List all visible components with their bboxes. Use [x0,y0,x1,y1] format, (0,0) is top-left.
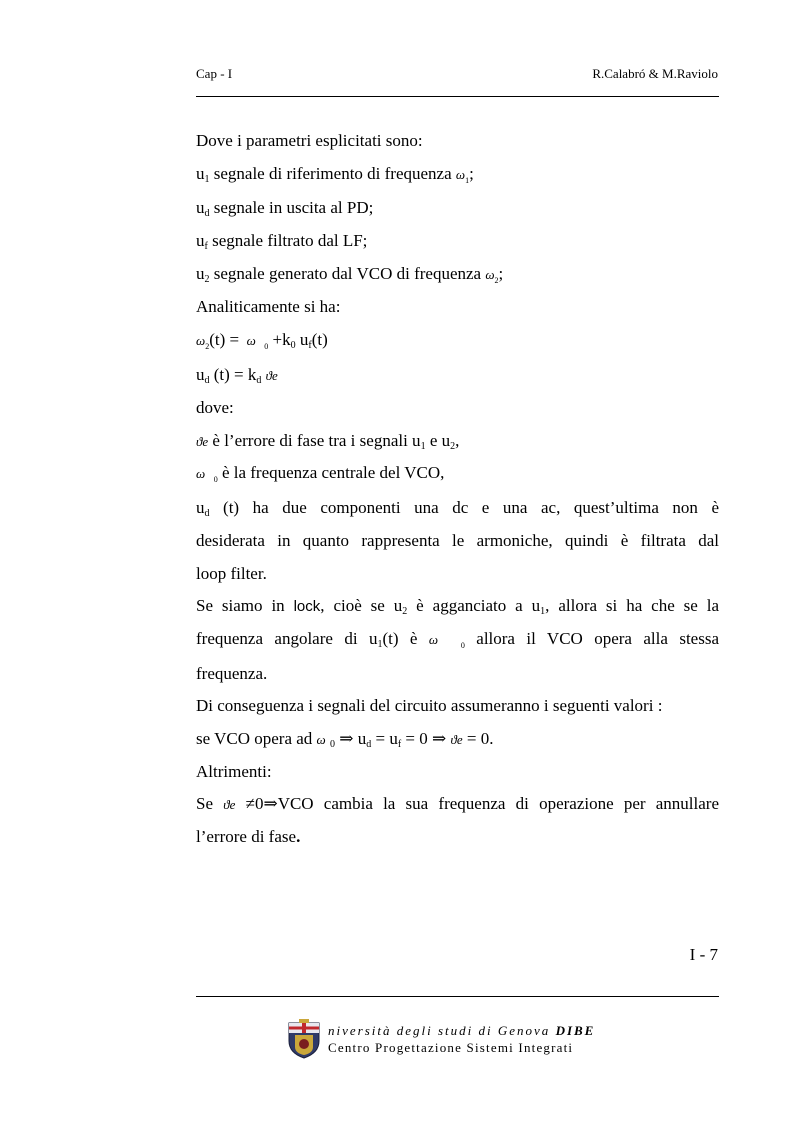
header-authors: R.Calabró & M.Raviolo [592,66,718,81]
paragraph-line-3: loop filter. [196,564,267,583]
page-number: I - 7 [689,945,718,964]
uf-line: $u_f$ segnale filtrato dal LF; [196,231,368,252]
paragraph-line-2: desiderata in quanto rappresenta le armoniche, quindi è filtrata dal [196,531,719,550]
intro-line: Dove i parametri esplicitati sono: [196,131,423,150]
header-rule [196,96,719,97]
lock-line: Se siamo in lock, cioè se $u_2$ è agganciato a $u_1$, allora si ha che se la [196,596,720,617]
consequence-line: Di conseguenza i segnali del circuito assumeranno i seguenti valori : [196,696,663,715]
ud-line: $u_d$ segnale in uscita al PD; [196,198,374,219]
frequenza-line: frequenza. [196,664,268,683]
header-chapter: Cap - I [196,66,233,81]
final-line: l’errore di fase. [196,827,301,846]
paragraph-line-1: $u_d$ (t) ha due componenti una dc e una ac, quest’ultima non è [196,498,719,519]
center-frequency-line: ω $_0$ è la frequenza centrale del VCO, [196,463,445,484]
vco-condition-line: se VCO opera ad ω $_0$ ⇒ $u_d = u_f = 0$ ⇒ ϑe = 0. [196,729,494,750]
dove-line: dove: [196,398,234,417]
otherwise-line: Se ϑe ≠0⇒VCO cambia la sua frequenza di operazione per annullare [196,794,720,813]
footer-rule [196,996,719,997]
equation-omega2: $\omega_2(t) = \omega$ $_0 +k_0$ $u_f(t)$ [196,330,328,351]
footer-university: niversità degli studi di Genova DIBE [328,1023,596,1038]
altrimenti-line: Altrimenti: [196,762,272,781]
phase-error-line: ϑe è l’errore di fase tra i segnali $u_1$ e $u_2$, [196,431,460,452]
footer-center: Centro Progettazione Sistemi Integrati [328,1040,574,1055]
u2-line: $u_2$ segnale generato dal VCO di frequenza $\omega_2$; [196,264,504,285]
angular-frequency-line: frequenza angolare di $u_1(t)$ è ω $_0$ allora il VCO opera alla stessa [196,629,719,650]
university-crest-icon [287,1017,321,1059]
equation-ud: $u_d$ $(t) = k_d$ ϑe [196,365,278,386]
analytic-line: Analiticamente si ha: [196,297,341,316]
u1-line: $u_1$ segnale di riferimento di frequenza $\omega_1$; [196,164,474,185]
